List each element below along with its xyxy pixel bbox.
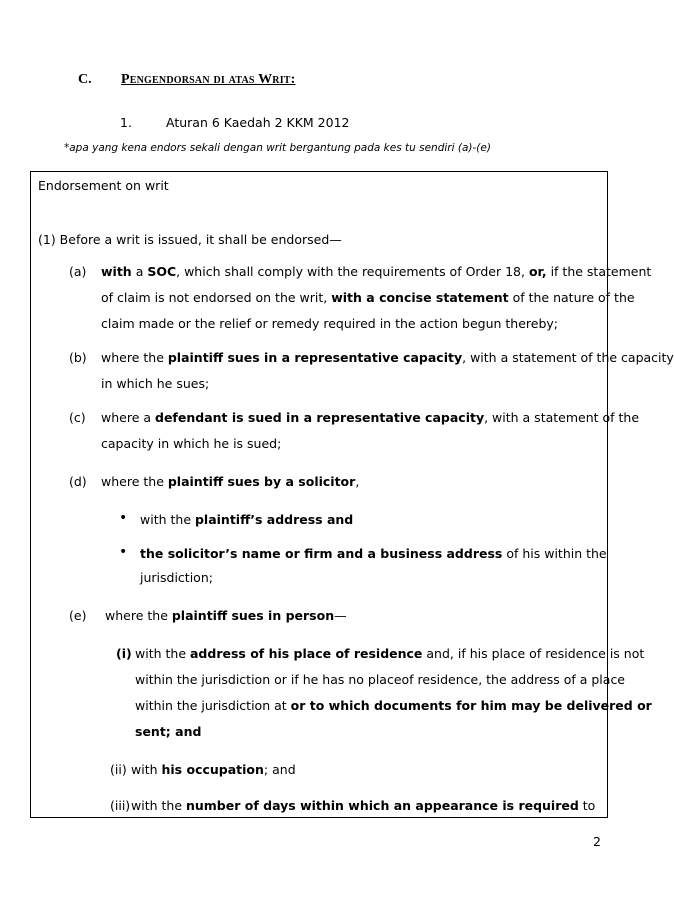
sub-title: Aturan 6 Kaedah 2 KKM 2012	[166, 115, 350, 130]
italic-note: *apa yang kena endors sekali dengan writ bergantung pada kes tu sendiri (a)-(e)	[64, 142, 491, 154]
item-e-line-1: where the plaintiff sues in person—	[105, 608, 347, 623]
item-e-ii-label: (ii)	[110, 762, 127, 777]
item-c-label: (c)	[69, 410, 86, 425]
page-number: 2	[593, 834, 601, 849]
bullet-icon: •	[119, 544, 128, 560]
box-title: Endorsement on writ	[38, 178, 169, 193]
item-e-iii-line-1: with the number of days within which an appearance is required to	[131, 798, 596, 813]
item-a-line-1: with a SOC, which shall comply with the requirements of Order 18, or, if the statement	[101, 264, 652, 279]
item-d-bullet-2-line-1: the solicitor’s name or firm and a business address of his within the	[140, 546, 607, 561]
item-b-line-1: where the plaintiff sues in a representative capacity, with a statement of the capacity	[101, 350, 674, 365]
item-b-line-2: in which he sues;	[101, 376, 210, 391]
item-a-line-3: claim made or the relief or remedy required in the action begun thereby;	[101, 316, 559, 331]
item-c-line-2: capacity in which he is sued;	[101, 436, 282, 451]
section-title: Pengendorsan di atas Writ:	[121, 72, 296, 87]
endorsement-box	[30, 171, 674, 818]
item-e-i-line-2: within the jurisdiction or if he has no placeof residence, the address of a place	[135, 672, 626, 687]
item-c-line-1: where a defendant is sued in a representative capacity, with a statement of the	[101, 410, 640, 425]
item-e-iii-label: (iii)	[110, 798, 131, 813]
item-e-ii-line-1: with his occupation; and	[131, 762, 296, 777]
item-e-i-label: (i)	[116, 646, 132, 661]
item-b-label: (b)	[69, 350, 87, 365]
section-letter: C.	[78, 72, 92, 87]
bullet-icon: •	[119, 510, 128, 526]
item-d-label: (d)	[69, 474, 87, 489]
item-e-i-line-1: with the address of his place of residence and, if his place of residence is not	[135, 646, 645, 661]
item-d-bullet-2-line-2: jurisdiction;	[140, 570, 213, 585]
intro-line: (1) Before a writ is issued, it shall be endorsed—	[38, 232, 342, 247]
item-d-bullet-1: with the plaintiff’s address and	[140, 512, 354, 527]
item-d-line-1: where the plaintiff sues by a solicitor,	[101, 474, 360, 489]
item-e-i-line-3: within the jurisdiction at or to which documents for him may be delivered or	[135, 698, 652, 713]
item-a-line-2: of claim is not endorsed on the writ, with a concise statement of the nature of the	[101, 290, 635, 305]
sub-number: 1.	[120, 115, 132, 130]
item-e-label: (e)	[69, 608, 87, 623]
item-a-label: (a)	[69, 264, 87, 279]
item-e-i-line-4: sent; and	[135, 724, 202, 739]
